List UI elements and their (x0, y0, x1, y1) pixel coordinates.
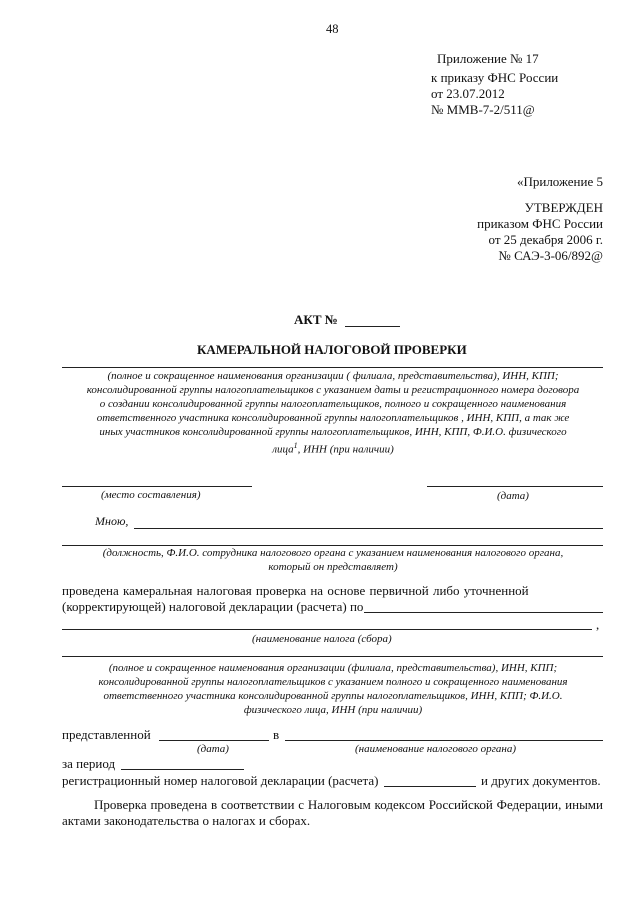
appendix-5-line4: от 25 декабря 2006 г. (488, 232, 603, 247)
official-line-1 (134, 528, 603, 529)
official-caption (58, 546, 608, 574)
conducted-line1: проведена камеральная налоговая проверка на основе первичной либо уточненной (62, 583, 529, 598)
org-caption-2-line3: ответственного участника консолидированной группы налогоплательщиков, ИНН, КПП; Ф.И.О. (103, 690, 563, 702)
act-subtitle: КАМЕРАЛЬНОЙ НАЛОГОВОЙ ПРОВЕРКИ (197, 342, 467, 357)
authority-line (285, 740, 603, 741)
submitted-in-word: в (273, 727, 280, 742)
act-number-line (345, 326, 400, 327)
org-caption-1 (58, 369, 608, 457)
tax-line-comma: , (596, 617, 600, 632)
org-name-line-1 (62, 367, 603, 368)
period-line (121, 769, 244, 770)
date-line (427, 486, 603, 487)
org-caption-2 (58, 661, 608, 717)
official-caption-line1: (должность, Ф.И.О. сотрудника налогового органа с указанием наименования налогового органа, (102, 547, 564, 559)
period-label: за период (62, 756, 116, 771)
submitted-date-caption: (дата) (197, 743, 229, 755)
date-caption: (дата) (497, 490, 529, 502)
place-line (62, 486, 252, 487)
org-caption-1-line6-b: , ИНН (при наличии) (297, 443, 394, 456)
tax-name-line (62, 629, 592, 630)
appendix-17-line2: к приказу ФНС России (431, 70, 559, 85)
appendix-5-line5: № САЭ-3-06/892@ (498, 248, 603, 263)
org-caption-2-line1: (полное и сокращенное наименования организации (филиала, представительства), ИНН, КПП; (108, 662, 558, 674)
appendix-17-line4: № ММВ-7-2/511@ (431, 102, 535, 117)
conducted-line2: (корректирующей) налоговой декларации (расчета) по (62, 599, 364, 614)
org-caption-1-line2: консолидированной группы налогоплательщиков с указанием даты и регистрационного номера договора (86, 384, 580, 396)
me-label: Мною, (95, 514, 129, 528)
declaration-tax-line (364, 612, 603, 613)
submitted-date-line (159, 740, 269, 741)
regnum-label: регистрационный номер налоговой декларации (расчета) (62, 773, 379, 788)
act-title: АКТ № (294, 312, 338, 327)
appendix-5-line2: УТВЕРЖДЕН (524, 200, 603, 215)
regnum-line (384, 786, 476, 787)
org-caption-1-line4: ответственного участника консолидированной группы налогоплательщиков , ИНН, КПП, а так же (96, 412, 570, 424)
closing-paragraph: Проверка проведена в соответствии с Налоговым кодексом Российской Федерации, иными актами законодательства о налогах и сборах. (62, 797, 603, 828)
authority-caption: (наименование налогового органа) (355, 743, 517, 755)
appendix-5-line3: приказом ФНС России (477, 216, 603, 231)
tax-caption: (наименование налога (сбора) (252, 633, 392, 645)
org-caption-1-line5: иных участников консолидированной группы налогоплательщиков, ИНН, КПП, Ф.И.О. физического (99, 426, 567, 438)
appendix-5-line1: «Приложение 5 (516, 174, 603, 189)
org-caption-1-line1: (полное и сокращенное наименования организации ( филиала, представительства), ИНН, КПП; (107, 370, 559, 382)
org-caption-2-line2: консолидированной группы налогоплательщиков с указанием полного и сокращенного наименования (98, 676, 568, 688)
appendix-17-line1: Приложение № 17 (437, 51, 539, 66)
org-caption-1-line3: о создании консолидированной группы налогоплательщиков, полного и сокращенного наименования (99, 398, 567, 410)
place-caption: (место составления) (101, 489, 201, 501)
submitted-label: представленной (62, 727, 151, 742)
page-number: 48 (326, 22, 339, 36)
regnum-tail: и других документов. (481, 773, 601, 788)
official-caption-line2: который он представляет) (268, 561, 398, 573)
org-caption-2-line4: физического лица, ИНН (при наличии) (243, 704, 423, 716)
org-name-line-2a (62, 656, 603, 657)
org-caption-1-line6 (58, 439, 608, 457)
org-caption-1-line6-a: лица (272, 443, 294, 456)
appendix-17-line3: от 23.07.2012 (431, 86, 505, 101)
footnote-marker: 1 (293, 441, 298, 450)
